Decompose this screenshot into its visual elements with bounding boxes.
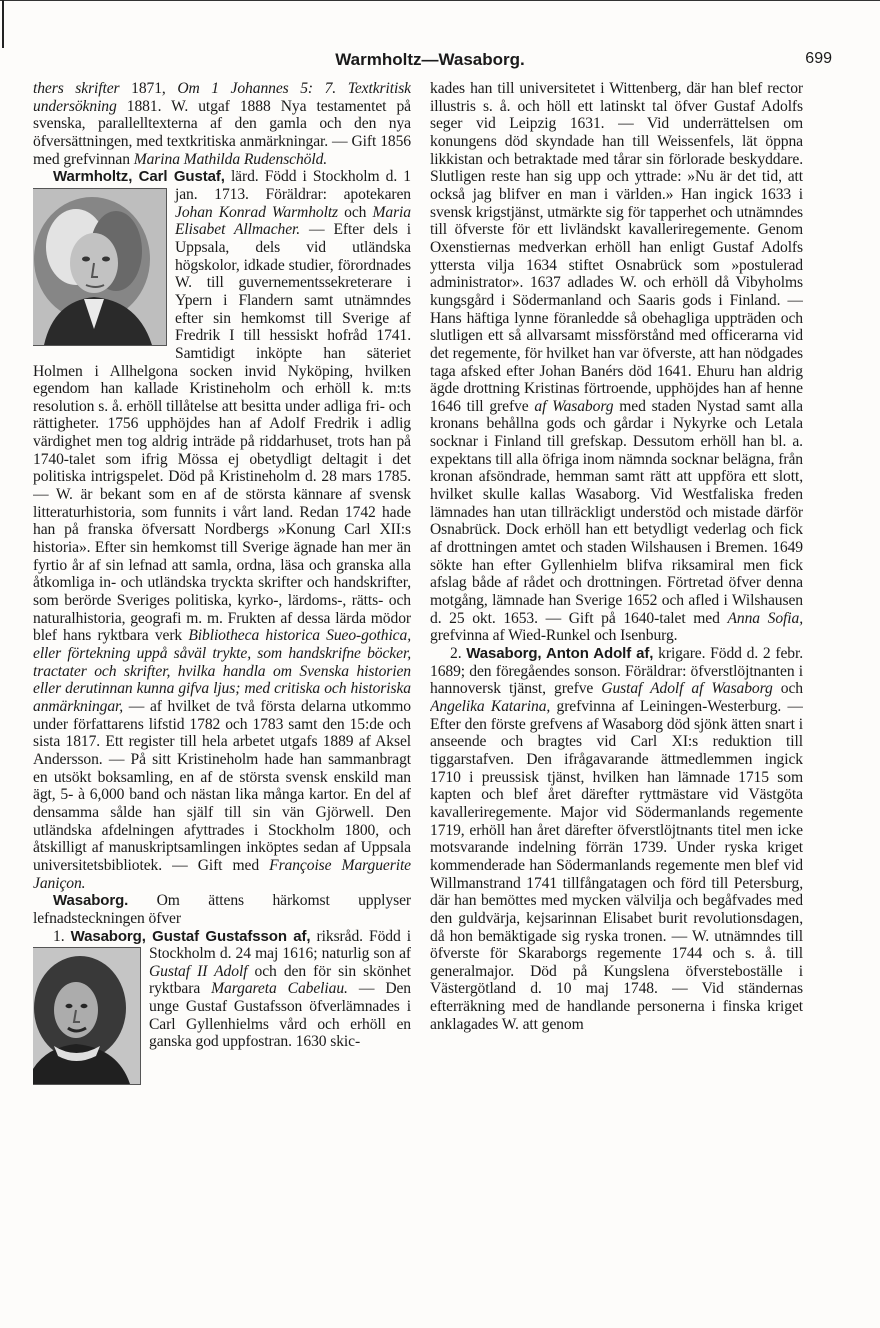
headword-wasaborg-gustaf: Wasaborg, Gustaf Gustafsson af, [70, 927, 311, 945]
portrait-warmholtz-icon [33, 188, 167, 346]
entry-continuation: thers skrifter 1871, Om 1 Johannes 5: 7. Textkritisk undersökning 1881. W. utgaf 1888 Nya testamentet på svenska, parallelltexterna af den gamla och den nya öfversättningen, med textkritiska anmärkningar. — Gift 1856 med grefvinnan Marina Mathilda Rudenschöld. [33, 80, 411, 168]
headword-wasaborg: Wasaborg. [53, 892, 129, 910]
page-number: 699 [805, 50, 832, 67]
page-edge-line [0, 0, 880, 1]
entry-warmholtz: Warmholtz, Carl Gustaf, lärd. Född i Stockholm d. 1 jan. 1713. Föräldrar: apotekaren Johan Konrad Warmholtz och Maria Elisabet Allmacher. — Efter dels i Uppsala, dels vid utländska högskolor, idkade studier, förordnades W. till guvernementssekreterare i Ypern i Flandern samt utnämndes efter sin hemkomst till Sverige af Fredrik I till hessiskt hofråd 1741. Samtidigt inköpte han säteriet Holmen i Allhelgona socken invid Nyköping, hvilken egendom han kallade Kristineholm och erhöll k. m:ts resolution s. å. erhöll tillåtelse att besitta under adliga fri- och rättigheter. 1756 upphöjdes han af Adolf Fredrik i adlig värdighet men tog aldrig inträde på riddarhuset, trots han på 1740-talet som ifrig Mössa ej obetydligt deltagit i det politiska intrigspelet. Död på Kristineholm d. 28 mars 1785. — W. är bekant som en af de största kännare af svensk litteraturhistoria, som funnits i vårt land. Redan 1742 hade han på franska öfversatt Nordbergs »Konung Carl XII:s historia». Efter sin hemkomst till Sverige ägnade han mer än fyrtio år af sin lefnad att samla, ordna, läsa och granska alla åtkomliga in- och utländska tryckta skrifter och handskrifter, som berörde Sveriges politiska, kyrko-, lärdoms-, rätts- och naturalhistoria, geografi m. m. Frukten af dessa lärda mödor blef hans ryktbara verk Bibliotheca historica Sueo-gothica, eller förtekning uppå såväl trykte, som handskrifne böcker, tractater och skrifter, hvilka handla om Svenska historien eller derutinnan kunna gifva ljus; med critiska och historiska anmärkningar, — af hvilket de två första delarna utkommo under författarens lifstid 1782 och 1783 samt den 15:de och sista 1817. Ett register till hela arbetet utgafs 1889 af Aksel Andersson. — På sitt Kristineholm hade han sammanbragt en utsökt boksamling, en af de största svensk enskild man ägt, 5- à 6,000 band och nästan lika många kartor. En del af densamma sålde han själf till sin vän Gjörwell. Den utländska afdelningen afyttrades i Stockholm 1800, och åtskilligt af manuskriptsamlingen inköptes sedan af Uppsala universitetsbibliotek. — Gift med Françoise Marguerite Janiçon. [33, 168, 411, 892]
entry-wasaborg-gustaf-continued: kades han till universitetet i Wittenberg, där han blef rector illustris s. å. och höll ett latinskt tal öfver Gustaf Adolfs seger vid Leipzig 1631. — Vid underrättelsen om konungens död skyndade han till Weissenfels, lät öppna likkistan och betraktade med tårar sin förlorade beskyddare. Slutligen reste han sig upp och yttrade: »Nu är det tid, att också jag blifver en man i världen.» Han ingick 1633 i svensk krigstjänst, utmärkte sig för tapperhet och utnämndes till öfverste för ett livländskt kavalleriregemente. Genom Oxenstiernas medverkan erhöll han enligt Gustaf Adolfs yttersta vilja 1634 stiftet Osnabrück som »postulerad administrator». 1637 adlades W. och erhöll då Vibyholms kungsgård i Södermanland och Saaris gods i Finland. — Hans häftiga lynne föranledde så obehagliga uppträden och slutligen ett så allvarsamt missförstånd med officerarna vid det regemente, för hvilket han var öfverste, att han nödgades taga afsked efter Johan Banérs död 1641. Ehuru han aldrig ägde drottning Kristinas förtroende, upphöjdes han af henne 1646 till grefve af Wasaborg med staden Nystad samt alla kronans behållna gods och gårdar i Nykyrke och Letala socknar i Finland till grefskap. Dessutom erhöll han bl. a. expektans till alla öfriga inom nämnda socknar belägna, från kronan afsöndrade, hemman samt rätt att uppföra ett slott, hvilket skulle kallas Wasaborg. Vid Westfaliska freden lämnades han utan tillräckligt understöd och mistade därför Osnabrück. Dock erhöll han ett betydligt vederlag och fick af drottningen amtet och staden Wilshausen i Bremen. 1649 sökte han efter Gyllenhielm blifva riksamiral men fick afslag både af rådet och drottningen. Förtretad öfver denna motgång, lämnade han Sverige 1652 och afled i Wilshausen d. 25 okt. 1653. — Gift på 1640-talet med Anna Sofia, grefvinna af Wied-Runkel och Isenburg. [430, 80, 803, 645]
headword-wasaborg-anton: Wasaborg, Anton Adolf af, [466, 645, 654, 662]
portrait-wasaborg-icon [33, 947, 141, 1085]
page-header [30, 50, 830, 74]
entry-wasaborg: Wasaborg. Om ättens härkomst upplyser lefnadsteckningen öfver [33, 892, 411, 927]
entry-wasaborg-anton: 2. Wasaborg, Anton Adolf af, krigare. Född d. 2 febr. 1689; den föregåendes sonson. Föräldrar: öfverstlöjtnanten i hannoversk tjänst, grefve Gustaf Adolf af Wasaborg och Angelika Katarina, grefvinna af Leiningen-Westerburg. — Efter den förste grefvens af Wasaborg död sjönk ätten snart i anseende och bragtes vid Carl XI:s reduktion till tiggarstafven. Den ifrågavarande ättmedlemmen ingick 1710 i preussisk tjänst, hvilken han lämnade 1715 som kapten och blef året därefter ryttmästare vid Västgöta kavalleriregemente. Major vid Södermanlands regemente 1719, erhöll han året därefter öfverstlöjtnants titel men icke motsvarande indelning förrän 1739. Under ryska kriget kommenderade han Södermanlands regemente men blef vid Willmanstrand 1741 tillfångatagen och förd till Petersburg, där han bemöttes med mycken välvilja och begåfvades med den guldvärja, kejsarinnan Elisabet burit revolutionsdagen, då hon bemäktigade sig ryska tronen. — W. utnämndes till öfverste för Skaraborgs regemente 1744 och s. å. till generalmajor. Död på Kungslena öfversteboställe i Västergötland d. 10 maj 1748. — Vid ständernas efterräkning med de handlande personerna i finska kriget anklagades W. att genom [430, 645, 803, 1033]
page-edge-mark [2, 0, 4, 48]
entry-wasaborg-gustaf: 1. Wasaborg, Gustaf Gustafsson af, riksråd. Född i Stockholm d. 24 maj 1616; naturlig son af Gustaf II Adolf och den för sin skönhet ryktbara Margareta Cabeliau. — Den unge Gustaf Gustafsson öfverlämnades i Carl Gyllenhielms vård och erhöll en ganska god uppfostran. 1630 skic- [33, 928, 411, 1052]
left-column [33, 80, 411, 1320]
right-column [430, 80, 803, 1320]
page-title: Warmholtz—Wasaborg. [335, 50, 525, 69]
headword-warmholtz: Warmholtz, Carl Gustaf, [53, 168, 225, 186]
